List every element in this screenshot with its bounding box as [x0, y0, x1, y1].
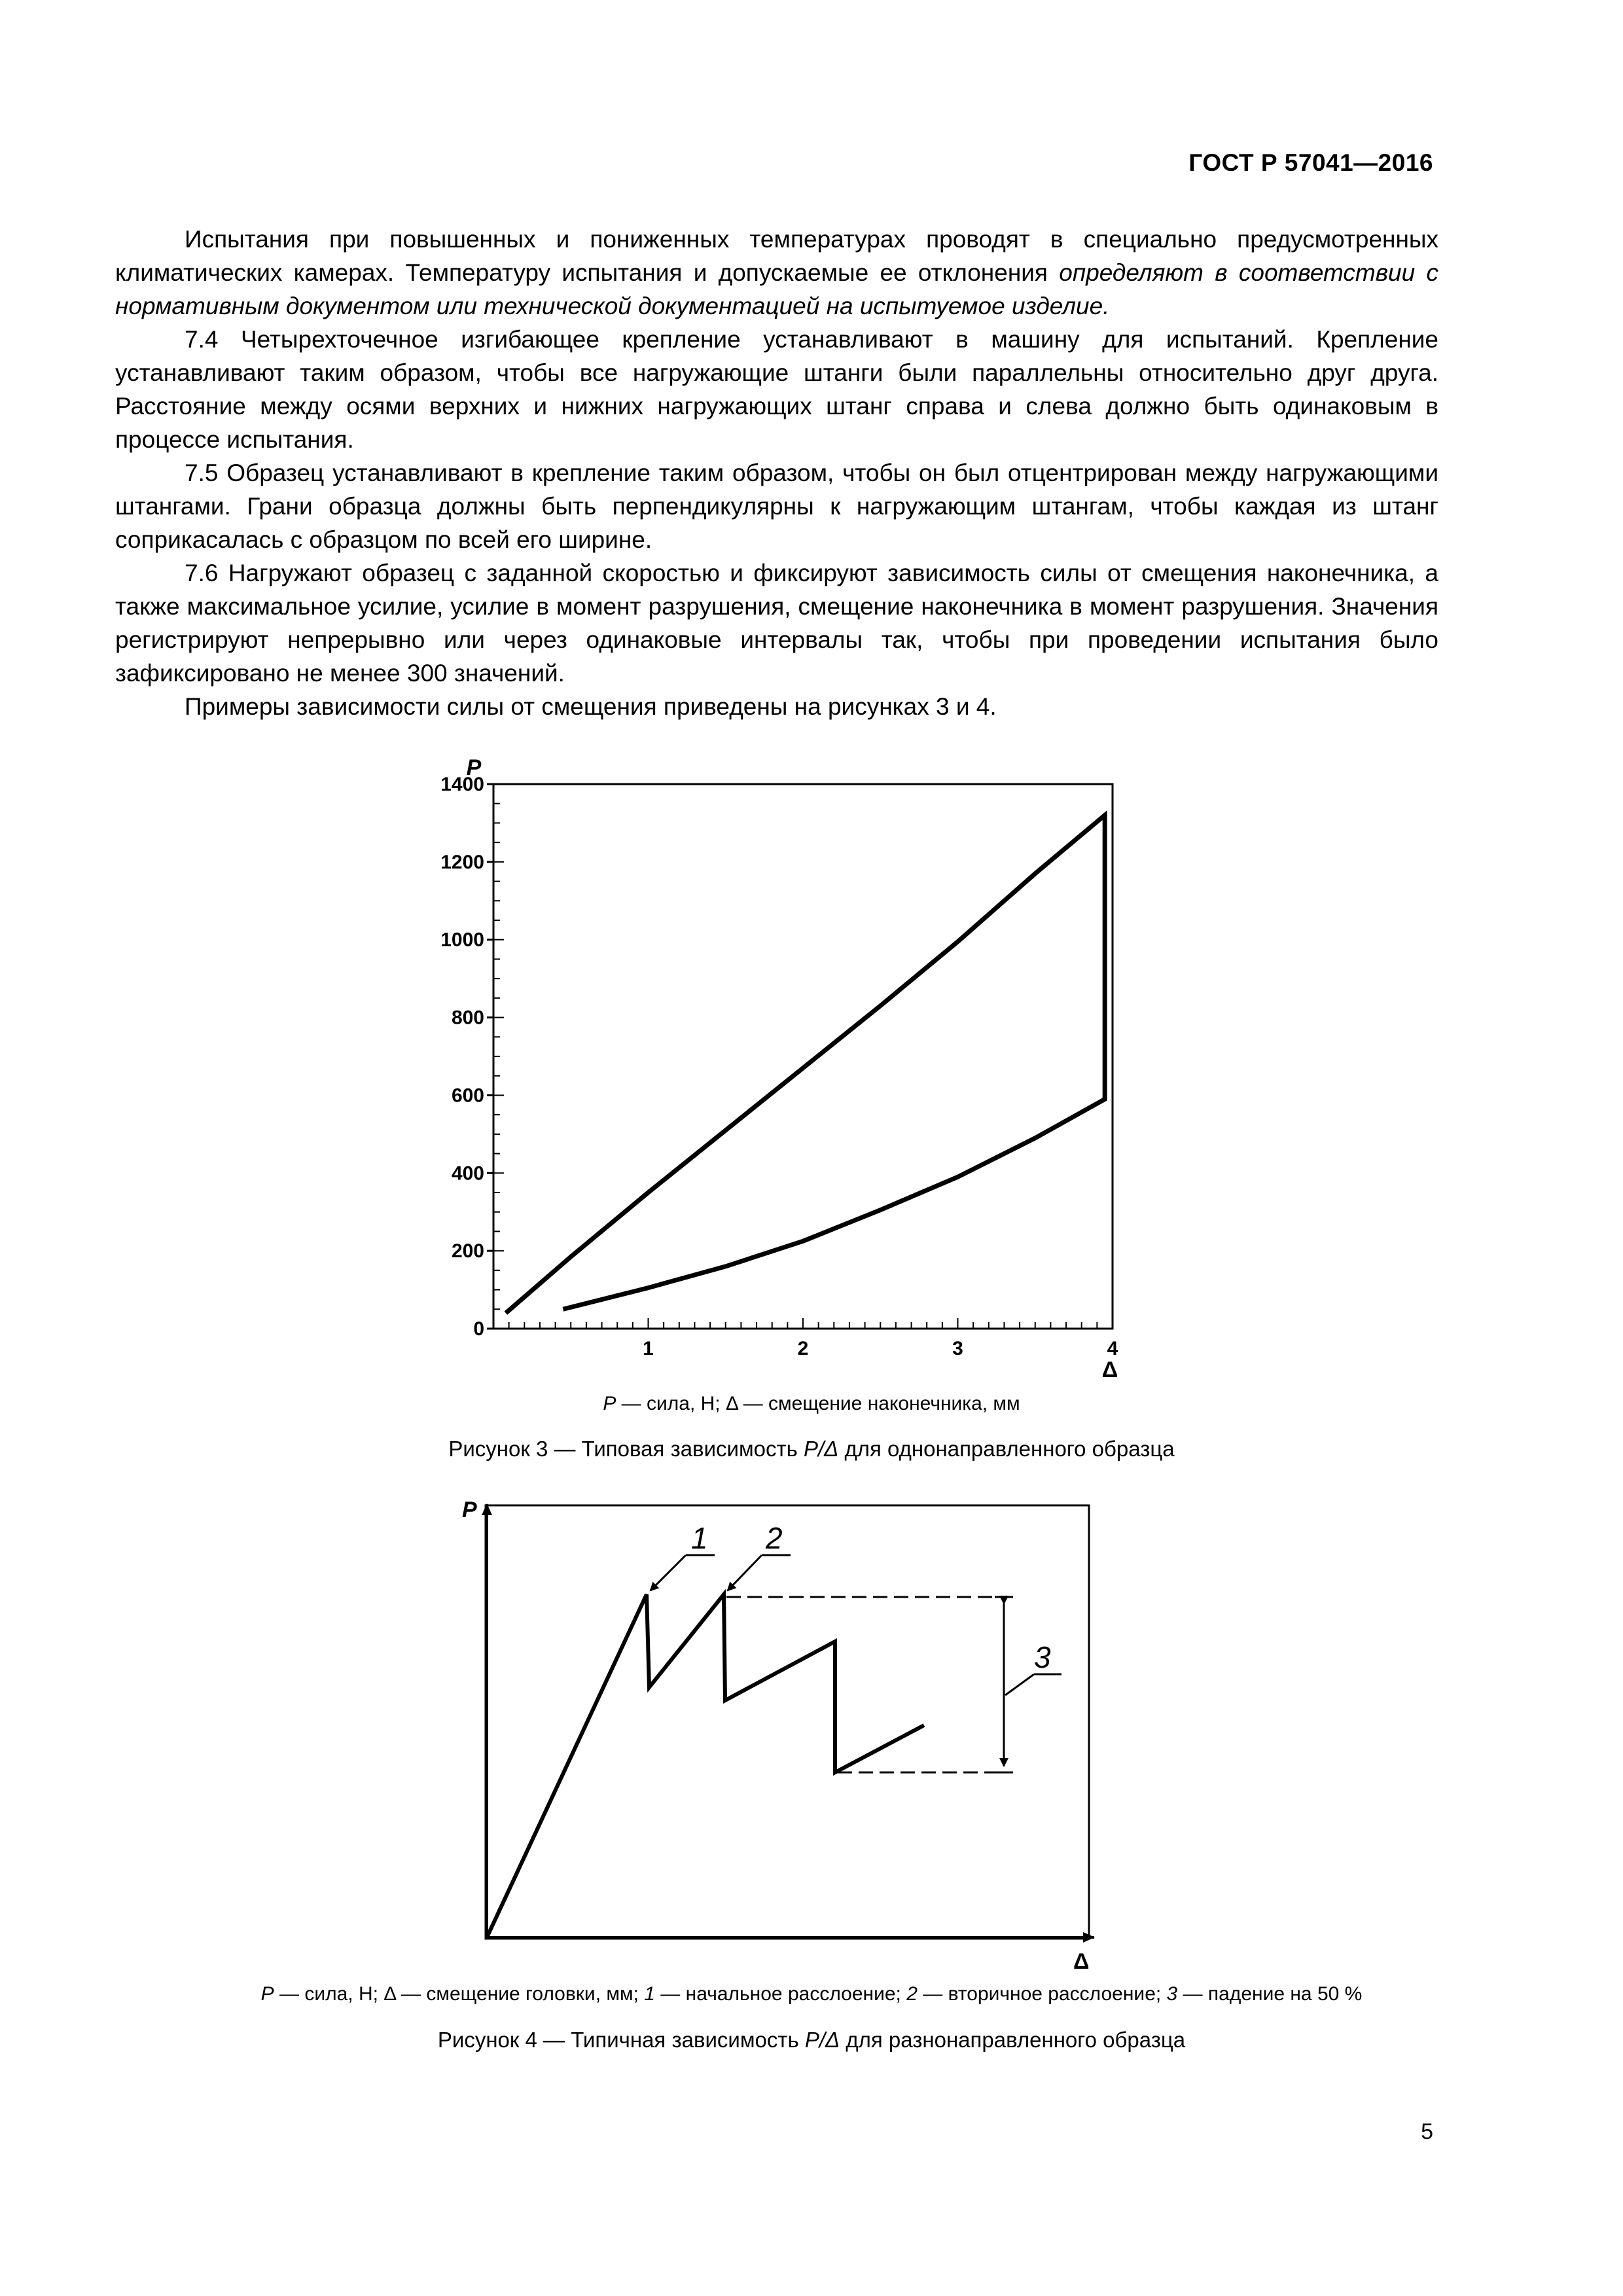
figure-4-frame [486, 1505, 1089, 1939]
y-tick-label: 400 [451, 1162, 484, 1185]
callout-2-leader [728, 1555, 762, 1590]
y-tick-label: 1000 [440, 929, 484, 951]
y-tick-label: 800 [451, 1007, 484, 1029]
y-tick-label: 1200 [440, 851, 484, 873]
callout-3-leader [1005, 1674, 1034, 1695]
figure-4-caption [0, 2028, 1623, 2053]
legend-4-symbol: P [260, 1983, 274, 2005]
caption-4-text: Рисунок 4 — Типичная зависимость [437, 2028, 805, 2052]
x-tick-label: 3 [952, 1338, 963, 1359]
paragraph-examples: Примеры зависимости силы от смещения приведены на рисунках 3 и 4. [185, 693, 997, 720]
callout-1-leader [651, 1555, 686, 1590]
paragraph-7-6: 7.6 Нагружают образец с заданной скоростью и фиксируют зависимость силы от смещения наконечника, а также максимальное усилие, усилие в момент разрушения, смещение наконечника в момент разрушения. Значения регистрируют непрерывно или через одинаковые интервалы так, чтобы при проведении испытания было зафиксировано не менее 300 значений. [115, 560, 1438, 687]
legend-4-text-d: — падение на 50 % [1177, 1983, 1363, 2005]
callout-2-label: 2 [766, 1521, 783, 1555]
figure-4-y-label: P [462, 1498, 477, 1522]
document-number: ГОСТ Р 57041—2016 [1188, 149, 1433, 176]
y-tick-label: 600 [451, 1085, 484, 1107]
legend-4-text-b: — начальное расслоение; [654, 1983, 907, 2005]
callout-3-label: 3 [1034, 1640, 1051, 1674]
legend-4-text-c: — вторичное расслоение; [917, 1983, 1167, 2005]
paragraph-7-4: 7.4 Четырехточечное изгибающее крепление устанавливают в машину для испытаний. Крепление устанавливают таким образом, чтобы все нагружающие штанги были параллельны относительно друг друга. Расстояние между осями верхних и нижних нагружающих штанг справа и слева должно быть одинаковым в процессе испытания. [115, 326, 1438, 453]
page-number: 5 [1421, 2119, 1433, 2144]
y-tick-label: 0 [473, 1318, 484, 1340]
legend-4-text-a: — сила, Н; Δ — смещение головки, мм; [274, 1983, 645, 2005]
caption-3-ratio: P/Δ [803, 1437, 839, 1461]
x-tick-label: 4 [1107, 1338, 1118, 1359]
y-tick-label: 200 [451, 1240, 484, 1263]
paragraph-temperature-italic: определяют в соответствии с нормативным документом или технической документацией на испытуемое изделие. [115, 259, 1438, 319]
figure-4-curve [487, 1594, 924, 1937]
caption-3-text: Рисунок 3 — Типовая зависимость [448, 1437, 804, 1461]
figure-4-legend [0, 1983, 1623, 2005]
caption-4-text-end: для разнонаправленного образца [840, 2028, 1186, 2052]
figure-4-x-label: Δ [1073, 1949, 1090, 1974]
caption-4-ratio: P/Δ [804, 2028, 840, 2052]
legend-3-text: — сила, Н; Δ — смещение наконечника, мм [616, 1393, 1020, 1414]
x-tick-label: 2 [797, 1338, 809, 1359]
legend-4-key-3: 3 [1166, 1983, 1178, 2005]
legend-3-symbol: P [603, 1393, 616, 1414]
x-axis-label: Δ [1101, 1357, 1118, 1382]
paragraph-temperature-text: Испытания при повышенных и пониженных температурах проводят в специально предусмотренных климатических камерах. Температуру испытания и допускаемые ее отклонения [115, 226, 1438, 286]
paragraph-7-5: 7.5 Образец устанавливают в крепление таким образом, чтобы он был отцентрирован между нагружающими штангами. Грани образца должны быть перпендикулярны к нагружающим штангам, чтобы каждая из штанг соприкасалась с образцом по всей его ширине. [115, 459, 1438, 553]
x-tick-label: 1 [643, 1338, 654, 1359]
legend-4-key-2: 2 [906, 1983, 918, 2005]
y-axis-label: P [466, 755, 482, 780]
caption-3-text-end: для однонаправленного образца [838, 1437, 1175, 1461]
legend-4-key-1: 1 [644, 1983, 655, 2005]
callout-1-label: 1 [691, 1521, 708, 1555]
y-tick-label: 1400 [440, 774, 484, 795]
